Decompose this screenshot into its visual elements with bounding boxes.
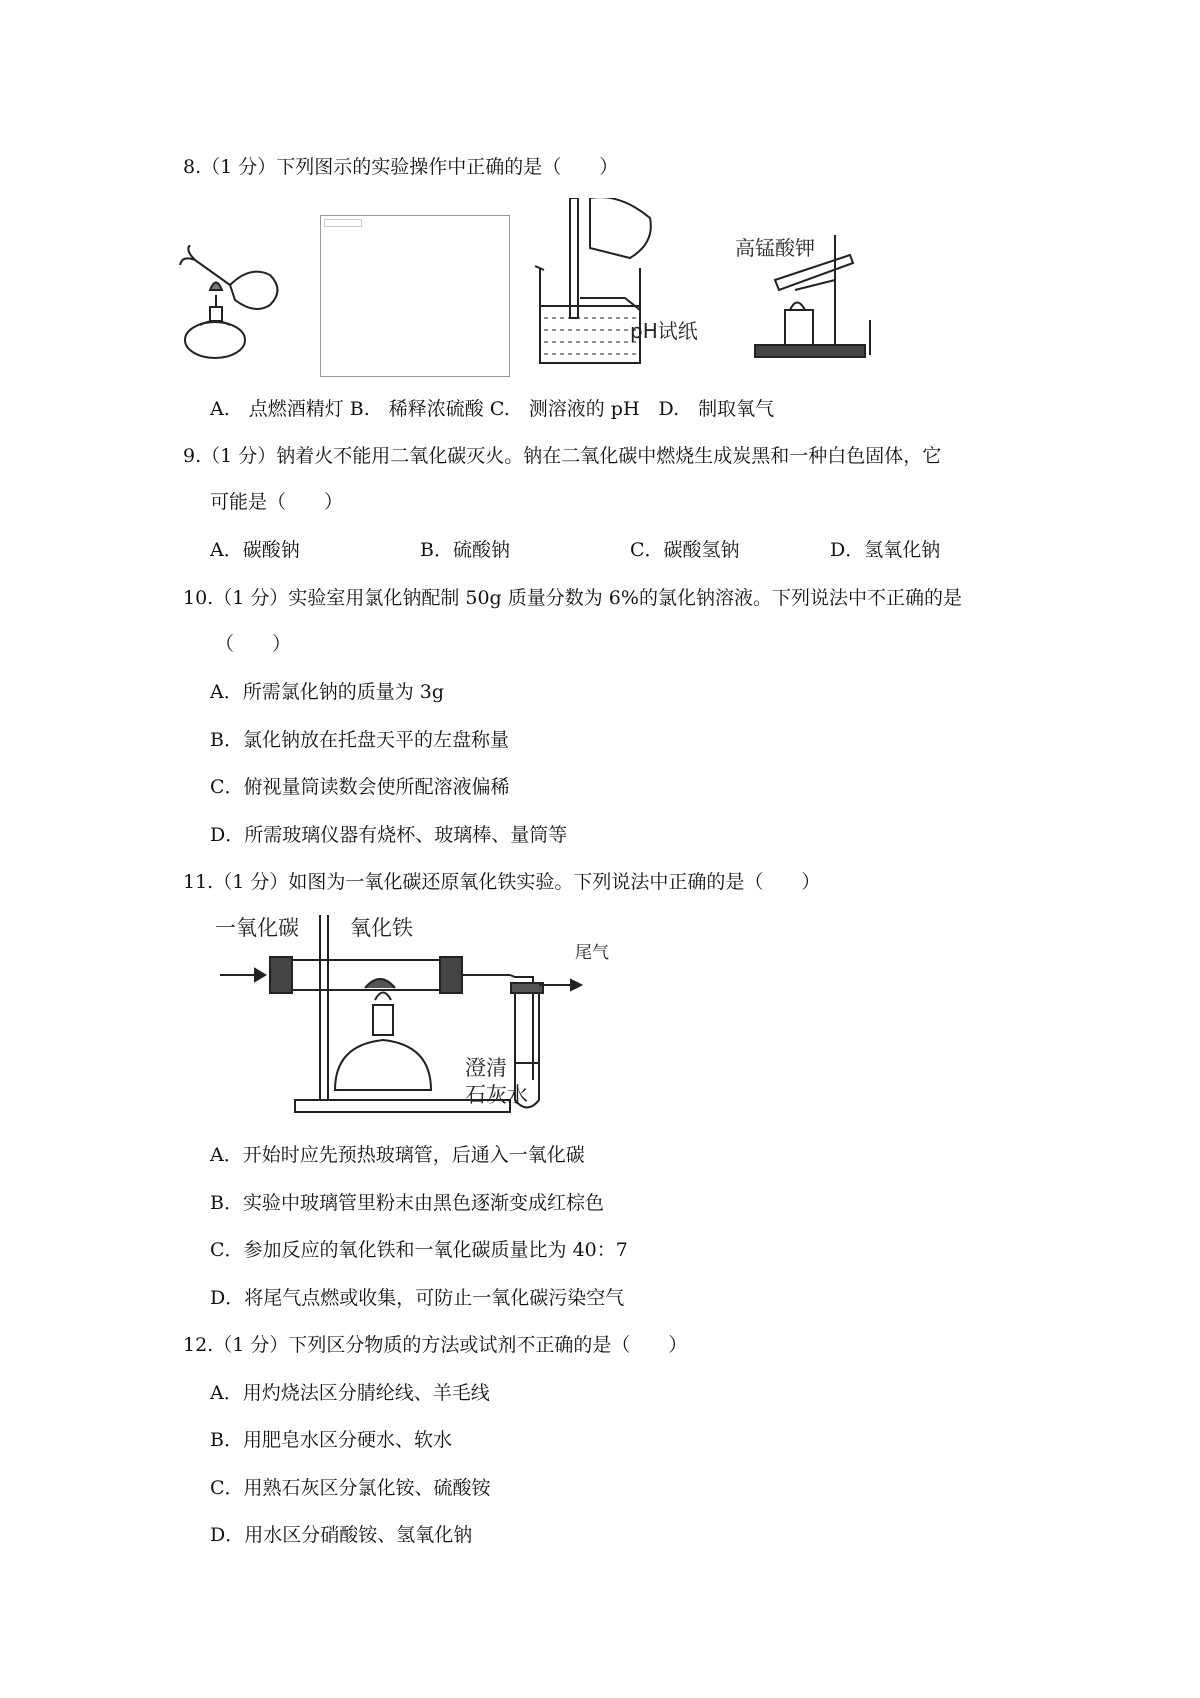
fe2o3-label: 氧化铁 <box>350 916 413 940</box>
q10-option-a: A．所需氯化钠的质量为 3g <box>210 681 445 703</box>
q9-option-d: D．氢氧化钠 <box>830 539 941 561</box>
figure-lighting-alcohol-lamp <box>170 245 295 365</box>
q10-stem-line1: 10.（1 分）实验室用氯化钠配制 50g 质量分数为 6%的氯化钠溶液。下列说法中不正确的是 <box>183 587 962 609</box>
exhaust-label: 尾气 <box>575 943 609 963</box>
q8-options: A. 点燃酒精灯 B. 稀释浓硫酸 C. 测溶液的 pH D. 制取氧气 <box>210 398 775 420</box>
limewater-label-2: 石灰水 <box>465 1083 528 1107</box>
q10-option-b: B．氯化钠放在托盘天平的左盘称量 <box>210 729 509 751</box>
limewater-label-1: 澄清 <box>465 1056 507 1080</box>
q12-option-b: B．用肥皂水区分硬水、软水 <box>210 1429 452 1451</box>
q10-option-c: C．俯视量筒读数会使所配溶液偏稀 <box>210 776 510 798</box>
q12-option-c: C．用熟石灰区分氯化铵、硫酸铵 <box>210 1477 491 1499</box>
q12-option-d: D．用水区分硝酸铵、氢氧化钠 <box>210 1524 473 1546</box>
q11-option-b: B．实验中玻璃管里粉末由黑色逐渐变成红棕色 <box>210 1192 604 1214</box>
q11-option-d: D．将尾气点燃或收集，可防止一氧化碳污染空气 <box>210 1287 625 1309</box>
figure-dilute-sulfuric-acid-placeholder <box>320 215 510 377</box>
q11-stem: 11.（1 分）如图为一氧化碳还原氧化铁实验。下列说法中正确的是（ ） <box>183 871 821 893</box>
co-label: 一氧化碳 <box>215 916 299 940</box>
q10-stem-line2: （ ） <box>215 633 292 655</box>
kmno4-label: 高锰酸钾 <box>735 236 815 260</box>
q9-stem-line1: 9.（1 分）钠着火不能用二氧化碳灭火。钠在二氧化碳中燃烧生成炭黑和一种白色固体，它 <box>183 445 942 467</box>
ph-paper-label: pH试纸 <box>630 319 698 343</box>
q9-option-c: C．碳酸氢钠 <box>630 539 740 561</box>
q8-stem: 8.（1 分）下列图示的实验操作中正确的是（ ） <box>183 156 619 178</box>
q11-option-a: A．开始时应先预热玻璃管，后通入一氧化碳 <box>210 1144 585 1166</box>
q11-option-c: C．参加反应的氧化铁和一氧化碳质量比为 40：7 <box>210 1239 628 1261</box>
q9-option-a: A．碳酸钠 <box>210 539 300 561</box>
q12-stem: 12.（1 分）下列区分物质的方法或试剂不正确的是（ ） <box>183 1334 688 1356</box>
figure-prepare-oxygen <box>735 225 880 365</box>
figure-co-reduce-fe2o3-apparatus <box>215 905 635 1120</box>
q10-option-d: D．所需玻璃仪器有烧杯、玻璃棒、量筒等 <box>210 824 568 846</box>
figure-measure-ph <box>530 198 710 373</box>
q9-stem-line2: 可能是（ ） <box>210 491 344 513</box>
q9-option-b: B．硫酸钠 <box>420 539 510 561</box>
q12-option-a: A．用灼烧法区分腈纶线、羊毛线 <box>210 1382 490 1404</box>
